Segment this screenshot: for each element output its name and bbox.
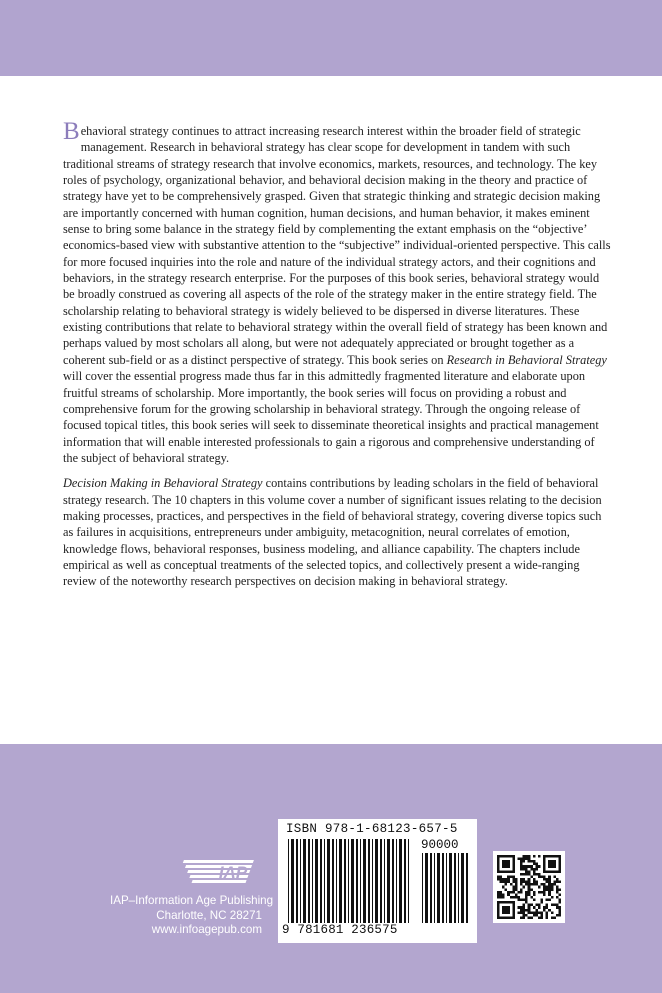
publisher-website: www.infoagepub.com — [151, 923, 262, 936]
series-title: Research in Behavioral Strategy — [446, 352, 607, 367]
barcode-addon-bars — [422, 853, 468, 923]
paragraph-series-text: ehavioral strategy continues to attract increasing research interest within the broader field of strategic management. Research in behavioral strategy has clear scope for development in tandem with such traditional streams of strategy research that involve economics, markets, resources, and technology. The key roles of psychology, organizational behavior, and behavioral decision making in the theory and practice of strategy have yet to be comprehensively grasped. Given that strategic thinking and strategic decision making are importantly concerned with human cognition, human decisions, and human behavior, it makes eminent sense to bring some balance in the strategy field by complementing the extant emphasis on the “objective’ economics-based view with substantive attention to the “subjective” individual-oriented perspective. This calls for more focused inquiries into the role and nature of the individual strategy actors, and their cognitions and behaviors, in the strategy research enterprise. For the purposes of this book series, behavioral strategy would be broadly construed as covering all aspects of the role of the strategy maker in the entire strategy field. The scholarship relating to behavioral strategy is widely believed to be dispersed in diverse literatures. These existing contributions that relate to behavioral strategy within the overall field of strategy has been known and perhaps valued by most scholars all along, but were not adequately appreciated or brought together as a coherent sub-field or as a distinct perspective of strategy. This book series on — [63, 124, 611, 367]
qr-code-icon — [493, 851, 565, 923]
paragraph-volume — [63, 475, 611, 589]
publisher-location: Charlotte, NC 28271 — [156, 908, 262, 922]
isbn-barcode — [278, 819, 477, 943]
publisher-name: IAP–Information Age Publishing — [110, 894, 274, 907]
paragraph-volume-text: contains contributions by leading scholars in the field of behavioral strategy research. The 10 chapters in this volume cover a number of significant issues relating to the decision making processes, practices, and perspectives in the field of behavioral strategy, covering diverse topics such as failures in acquisitions, entrepreneurs under ambiguity, metacognition, neural correlates of emotion, knowledge flows, behavioral responses, business modeling, and alliance capability. The chapters include empirical as well as conceptual treatments of the selected topics, and collectively present a wide-ranging review of the noteworthy research perspectives on decision making in behavioral strategy. — [63, 476, 602, 589]
publisher-info — [110, 894, 274, 938]
top-color-band — [0, 0, 662, 76]
isbn-label: ISBN 978-1-68123-657-5 — [286, 822, 458, 836]
iap-logo-text: IAP — [218, 863, 248, 882]
isbn-digits: 9 781681 236575 — [282, 923, 398, 937]
paragraph-series-text-continued: will cover the essential progress made thus far in this admittedly fragmented literature and elaborate upon fruitful streams of scholarship. More importantly, the book series will focus on providing a robust and comprehensive forum for the growing scholarship in behavioral strategy. Through the ongoing release of focused topical titles, this book series will seek to disseminate theoretical insights and practical management information that will enable interested professionals to gain a rigorous and comprehensive understanding of the subject of behavioral strategy. — [63, 369, 599, 465]
price-code: 90000 — [421, 838, 459, 852]
book-title: Decision Making in Behavioral Strategy — [63, 476, 263, 491]
drop-cap: B — [63, 118, 80, 145]
paragraph-series — [63, 118, 611, 466]
back-cover-description — [63, 118, 611, 599]
barcode-bars — [288, 839, 413, 923]
iap-logo-icon — [177, 857, 262, 887]
